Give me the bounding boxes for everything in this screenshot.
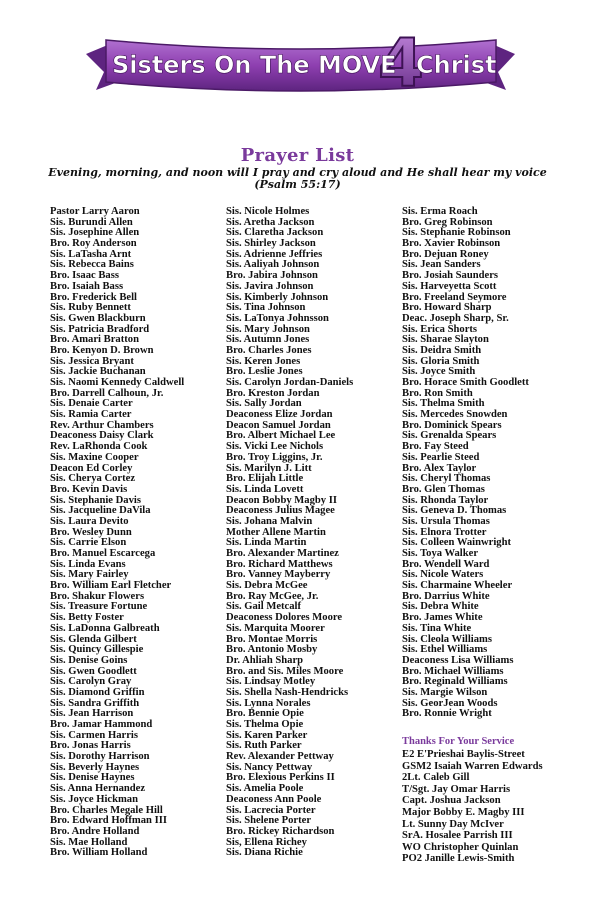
prayer-list-name: Sis. Cherya Cortez — [50, 473, 136, 485]
prayer-list-name: Sis. Gwen Goodlett — [50, 665, 137, 677]
prayer-list-name: Bro. Ray McGee, Jr. — [226, 590, 319, 602]
prayer-list-name: Bro. Josiah Saunders — [402, 270, 499, 282]
prayer-list-name: Deacon Samuel Jordan — [226, 419, 331, 431]
prayer-list-name: Dr. Ahliah Sharp — [226, 654, 304, 666]
prayer-list-name: Sis. Erica Shorts — [402, 323, 478, 335]
prayer-list-name: Sis. Johana Malvin — [226, 515, 313, 527]
prayer-list-name: Bro. Montae Morris — [226, 633, 318, 645]
prayer-list-name: Bro. Horace Smith Goodlett — [402, 377, 529, 388]
prayer-list-name: Sis. Charmaine Wheeler — [402, 580, 513, 592]
prayer-list-name: Sis. LaDonna Galbreath — [50, 622, 160, 634]
prayer-list-name: Bro. Antonio Mosby — [226, 644, 318, 656]
prayer-list-name: Bro. Fay Steed — [402, 441, 469, 453]
prayer-list-name: Bro. Jamar Hammond — [50, 719, 153, 730]
prayer-list-name: Bro. Manuel Escarcega — [50, 548, 156, 559]
prayer-list-name: Deaconess Elize Jordan — [226, 409, 333, 421]
prayer-list-name: Sis. Dorothy Harrison — [50, 751, 150, 763]
prayer-list-name: Sis. Erma Roach — [402, 206, 478, 217]
prayer-list-name: Bro. Bennie Opie — [226, 708, 304, 720]
prayer-list-name: Bro. Albert Michael Lee — [226, 430, 336, 442]
prayer-list-name: Deaconess Julius Magee — [226, 505, 335, 517]
prayer-list-name: Bro. Isaiah Bass — [50, 280, 124, 292]
prayer-list-name: Sis. Lacrecia Porter — [226, 804, 316, 816]
prayer-list-name: Mother Allene Martin — [226, 526, 326, 538]
prayer-list-name: Sis. Carrie Elson — [50, 537, 127, 549]
prayer-list-name: Sis. Jean Sanders — [402, 259, 481, 271]
service-member-name: Major Bobby E. Magby III — [402, 806, 525, 818]
prayer-list-name: Sis. Marquita Moorer — [226, 622, 325, 634]
prayer-list-name: Sis. Denise Haynes — [50, 772, 135, 784]
prayer-list-name: Sis. Denise Goins — [50, 654, 128, 666]
prayer-list-name: Sis. Ruby Bennett — [50, 302, 131, 314]
prayer-list-name: Bro. Ronnie Wright — [402, 708, 492, 720]
service-member-name: PO2 Janille Lewis-Smith — [402, 853, 515, 865]
prayer-list-name: Sis. Sally Jordan — [226, 398, 302, 410]
prayer-list-name: Sis. Jessica Bryant — [50, 355, 134, 367]
names-column-3 — [402, 207, 577, 720]
prayer-list-name: Bro. Roy Anderson — [50, 238, 137, 250]
prayer-list-name: Sis. Glenda Gilbert — [50, 633, 137, 645]
prayer-list-name: Bro. Andre Holland — [50, 825, 140, 837]
prayer-list-name: Sis. Shella Nash-Hendricks — [226, 686, 349, 698]
prayer-list-name: Sis. Gwen Blackburn — [50, 312, 146, 324]
prayer-list-name: Bro. James White — [402, 612, 483, 624]
prayer-list-name: Sis. Mary Fairley — [50, 569, 129, 581]
prayer-list-name: Bro. Alexander Martinez — [226, 548, 339, 559]
prayer-list-name: Sis. Grenalda Spears — [402, 430, 497, 442]
thanks-heading: Thanks For Your Service — [402, 736, 515, 747]
prayer-list-name: Sis. Anna Hernandez — [50, 783, 146, 795]
prayer-list-name: Bro. Alex Taylor — [402, 462, 477, 474]
prayer-list-name: Sis. Autumn Jones — [226, 334, 310, 346]
prayer-list-name: Sis. Marilyn J. Litt — [226, 462, 312, 474]
prayer-list-name: Bro. Dejuan Roney — [402, 248, 489, 260]
prayer-list-name: Sis. GeorJean Woods — [402, 697, 498, 709]
verse-text: Evening, morning, and noon will I pray and cry aloud and He shall hear my voice — [48, 166, 547, 179]
prayer-list-name: Sis. Aaliyah Johnson — [226, 259, 320, 271]
prayer-list-name: Sis. Rebecca Bains — [50, 259, 134, 271]
prayer-list-name: Deaconess Daisy Clark — [50, 430, 154, 442]
prayer-list-name: Sis. Beverly Haynes — [50, 761, 140, 773]
prayer-list-name: Bro. Darrius White — [402, 590, 490, 602]
prayer-list-name: Sis. Quincy Gillespie — [50, 644, 144, 656]
prayer-list-name: Sis. Margie Wilson — [402, 686, 488, 698]
banner-logo — [0, 0, 595, 118]
prayer-list-name: Bro. Shakur Flowers — [50, 590, 145, 602]
prayer-list-name: Sis. Gloria Smith — [402, 355, 480, 367]
prayer-list-name: Bro. Jonas Harris — [50, 740, 131, 752]
prayer-list-name: Sis. Laura Devito — [50, 515, 129, 527]
prayer-list-name: Bro. Darrell Calhoun, Jr. — [50, 387, 164, 399]
prayer-list-name: Bro. Elijah Little — [226, 473, 304, 485]
prayer-list-name: Sis. Tina Johnson — [226, 302, 306, 314]
prayer-list-name: Bro. Wendell Ward — [402, 558, 490, 570]
prayer-list-name: Bro. Wesley Dunn — [50, 526, 132, 538]
prayer-list-name: Pastor Larry Aaron — [50, 206, 140, 217]
prayer-list-name: Sis. Stephanie Davis — [50, 494, 141, 506]
prayer-list-name: Bro. Kevin Davis — [50, 483, 128, 495]
names-column-2 — [226, 207, 398, 859]
prayer-list-name: Bro. Michael Williams — [402, 665, 504, 677]
prayer-list-name: Sis. Amelia Poole — [226, 783, 304, 795]
prayer-list-name: Sis. Javira Johnson — [226, 280, 314, 292]
prayer-list-name: Bro. Vanney Mayberry — [226, 569, 331, 581]
prayer-list-name: Bro. Ron Smith — [402, 387, 473, 399]
prayer-list-name: Sis. Nicole Holmes — [226, 206, 310, 217]
prayer-list-name: Bro. Rickey Richardson — [226, 825, 335, 837]
prayer-list-name: Deacon Bobby Magby II — [226, 494, 337, 506]
svg-text:4: 4 — [378, 25, 424, 102]
prayer-list-name: Bro. Xavier Robinson — [402, 238, 501, 250]
prayer-list-name: Bro. William Holland — [50, 847, 148, 859]
prayer-list-name: Rev. Arthur Chambers — [50, 419, 154, 431]
prayer-list-name: Sis. Shelene Porter — [226, 815, 312, 827]
prayer-list-name: Sis. Thelma Opie — [226, 719, 304, 730]
prayer-list-name: Sis. Debra McGee — [226, 580, 308, 592]
prayer-list-name: Sis, Ellena Richey — [226, 836, 307, 848]
prayer-list-name: Bro. Troy Liggins, Jr. — [226, 451, 323, 463]
service-member-name: E2 E'Prieshai Baylis-Street — [402, 749, 525, 760]
prayer-list-name: Sis. Sharae Slayton — [402, 334, 489, 346]
prayer-list-name: Sis. Lynna Norales — [226, 697, 311, 709]
prayer-list-name: Sis. Tina White — [402, 622, 472, 634]
prayer-list-name: Sis. Denaie Carter — [50, 398, 133, 410]
prayer-list-name: Sis. Geneva D. Thomas — [402, 505, 507, 517]
prayer-list-name: Sis. Jean Harrison — [50, 708, 134, 720]
prayer-list-name: Rev. LaRhonda Cook — [50, 441, 148, 453]
prayer-list-name: Sis. Josephine Allen — [50, 227, 140, 239]
prayer-list-name: Sis. Claretha Jackson — [226, 227, 324, 239]
prayer-list-name: Bro. and Sis. Miles Moore — [226, 665, 344, 677]
prayer-list-name: Sis. Sandra Griffith — [50, 697, 140, 709]
prayer-list-name: Bro. William Earl Fletcher — [50, 580, 172, 592]
prayer-list-name: Sis. Toya Walker — [402, 548, 479, 559]
prayer-list-name: Bro. Charles Megale Hill — [50, 804, 163, 816]
prayer-list-name: Bro. Howard Sharp — [402, 302, 492, 314]
prayer-list-name: Sis. Linda Lovett — [226, 483, 304, 495]
prayer-list-name: Sis. Carolyn Gray — [50, 676, 132, 688]
prayer-list-name: Sis. Jackie Buchanan — [50, 366, 146, 378]
prayer-list-name: Bro. Isaac Bass — [50, 270, 119, 282]
prayer-list-name: Bro. Charles Jones — [226, 344, 312, 356]
prayer-list-name: Sis. Vicki Lee Nichols — [226, 441, 324, 453]
prayer-list-name: Deacon Ed Corley — [50, 462, 133, 474]
prayer-list-name: Sis. Maxine Cooper — [50, 451, 139, 463]
prayer-list-name: Sis. Cleola Williams — [402, 633, 492, 645]
prayer-list-name: Sis. Elnora Trotter — [402, 526, 487, 538]
prayer-list-name: Sis. Naomi Kennedy Caldwell — [50, 377, 185, 388]
prayer-list-name: Bro. Greg Robinson — [402, 216, 493, 228]
prayer-list-name: Sis. LaTasha Arnt — [50, 248, 132, 260]
service-member-name: Capt. Joshua Jackson — [402, 795, 501, 807]
prayer-list-name: Sis. Adrienne Jeffries — [226, 248, 323, 260]
prayer-list-name: Sis. Aretha Jackson — [226, 216, 315, 228]
prayer-list-name: Sis. Pearlie Steed — [402, 451, 480, 463]
prayer-list-name: Sis. Mae Holland — [50, 836, 128, 848]
prayer-list-name: Sis. Deidra Smith — [402, 344, 482, 356]
prayer-list-name: Bro. Kreston Jordan — [226, 387, 320, 399]
prayer-list-name: Sis. Colleen Wainwright — [402, 537, 511, 549]
prayer-list-name: Sis. Stephanie Robinson — [402, 227, 511, 239]
prayer-list-name: Sis. Diana Richie — [226, 847, 303, 859]
prayer-list-name: Sis. Cheryl Thomas — [402, 473, 491, 485]
prayer-list-name: Bro. Freeland Seymore — [402, 291, 507, 303]
prayer-list-name: Sis. Rhonda Taylor — [402, 494, 489, 506]
service-member-name: GSM2 Isaiah Warren Edwards — [402, 760, 543, 772]
prayer-list-name: Sis. Karen Parker — [226, 729, 308, 741]
prayer-list-name: Deac. Joseph Sharp, Sr. — [402, 312, 509, 324]
verse-reference: (Psalm 55:17) — [254, 178, 341, 191]
prayer-list-name: Bro. Kenyon D. Brown — [50, 344, 154, 356]
thanks-list — [402, 749, 543, 865]
prayer-list-name: Sis. Nancy Pettway — [226, 761, 313, 773]
prayer-list-name: Sis. Carolyn Jordan-Daniels — [226, 377, 354, 388]
scripture-verse — [30, 167, 565, 191]
page-title: Prayer List — [240, 145, 355, 166]
prayer-list-name: Sis. Diamond Griffin — [50, 686, 145, 698]
service-member-name: SrA. Hosalee Parrish III — [402, 830, 513, 842]
prayer-list-name: Bro. Richard Matthews — [226, 558, 333, 570]
service-member-name: T/Sgt. Jay Omar Harris — [402, 783, 511, 795]
prayer-list-name: Sis. Ethel Williams — [402, 644, 488, 656]
prayer-list-name: Sis. Harveyetta Scott — [402, 280, 497, 292]
prayer-list-name: Bro. Glen Thomas — [402, 483, 485, 495]
prayer-list-name: Sis. Linda Martin — [226, 537, 307, 549]
prayer-list-name: Bro. Jabira Johnson — [226, 270, 318, 282]
prayer-list-name: Sis. Thelma Smith — [402, 398, 485, 410]
prayer-list-name: Rev. Alexander Pettway — [226, 751, 334, 763]
service-member-name: WO Christopher Quinlan — [402, 841, 519, 853]
prayer-list-name: Sis. Nicole Waters — [402, 569, 484, 581]
prayer-list-name: Bro. Frederick Bell — [50, 291, 137, 303]
banner-text-right: Christ — [416, 51, 497, 79]
prayer-list-name: Sis. Ruth Parker — [226, 740, 302, 752]
prayer-list-name: Sis. Kimberly Johnson — [226, 291, 329, 303]
prayer-list-name: Sis. Keren Jones — [226, 355, 301, 367]
service-member-name: Lt. Sunny Day McIver — [402, 818, 504, 830]
prayer-list-name: Sis. Mercedes Snowden — [402, 409, 508, 421]
prayer-list-name: Bro. Edward Hoffman III — [50, 815, 167, 827]
prayer-list-name: Sis. Betty Foster — [50, 612, 124, 624]
prayer-list-name: Deaconess Lisa Williams — [402, 654, 514, 666]
prayer-list-name: Sis. Carmen Harris — [50, 729, 138, 741]
prayer-list-name: Sis. LaTonya Johnsson — [226, 312, 329, 324]
prayer-list-name: Deaconess Ann Poole — [226, 793, 322, 805]
prayer-list-name: Sis. Joyce Smith — [402, 366, 476, 378]
prayer-list-name: Sis. Gail Metcalf — [226, 601, 302, 613]
prayer-list-name: Sis. Ursula Thomas — [402, 515, 490, 527]
prayer-list-name: Sis. Mary Johnson — [226, 323, 310, 335]
prayer-list-name: Bro. Leslie Jones — [226, 366, 303, 378]
prayer-list-name: Sis. Shirley Jackson — [226, 238, 316, 250]
banner-text-left: Sisters On The MOVE — [112, 51, 397, 79]
prayer-list-name: Sis. Treasure Fortune — [50, 601, 148, 613]
prayer-list-name: Sis. Ramia Carter — [50, 409, 132, 421]
prayer-list-name: Deaconess Dolores Moore — [226, 612, 343, 624]
prayer-list-name: Sis. Patricia Bradford — [50, 323, 150, 335]
prayer-list-name: Bro. Elexious Perkins II — [226, 772, 335, 784]
service-member-name: 2Lt. Caleb Gill — [402, 772, 470, 784]
prayer-list-name: Bro. Amari Bratton — [50, 334, 139, 346]
prayer-list-name: Sis. Debra White — [402, 601, 479, 613]
prayer-list-name: Sis. Burundi Allen — [50, 216, 133, 228]
prayer-list-name: Sis. Jacqueline DaVila — [50, 505, 151, 517]
prayer-list-name: Sis. Linda Evans — [50, 558, 126, 570]
prayer-list-name: Sis. Lindsay Motley — [226, 676, 316, 688]
prayer-list-name: Bro. Reginald Williams — [402, 676, 508, 688]
prayer-list-name: Bro. Dominick Spears — [402, 419, 502, 431]
prayer-list-name: Sis. Joyce Hickman — [50, 793, 138, 805]
names-column-1 — [50, 207, 222, 859]
